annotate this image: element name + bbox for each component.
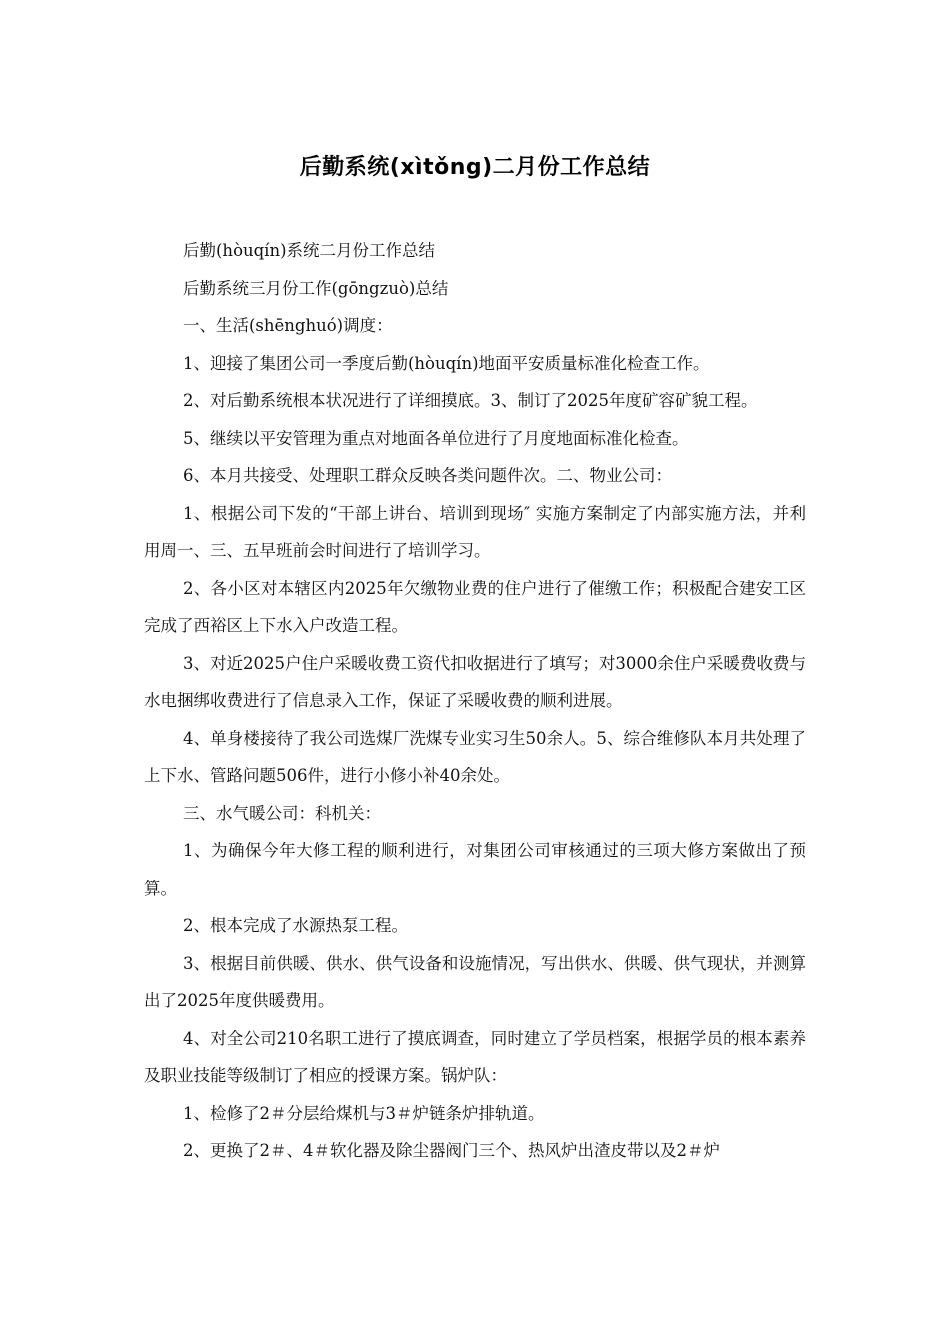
paragraph: 后勤系统三月份工作(gōngzuò)总结 — [183, 278, 449, 298]
paragraph: 3、对近2025户住户采暖收费工资代扣收据进行了填写；对3000余住户采暖费收费与水电捆绑收费进行了信息录入工作，保证了采暖收费的顺利进展。 — [144, 653, 806, 710]
document-body — [144, 232, 806, 1170]
paragraph: 1、迎接了集团公司一季度后勤(hòuqín)地面平安质量标准化检查工作。 — [183, 353, 710, 373]
paragraph: 2、更换了2＃、4＃软化器及除尘器阀门三个、热风炉出渣皮带以及2＃炉 — [183, 1141, 720, 1160]
paragraph: 一、生活(shēnghuó)调度： — [183, 316, 393, 335]
paragraph: 4、对全公司210名职工进行了摸底调查，同时建立了学员档案，根据学员的根本素养及职业技能等级制订了相应的授课方案。锅炉队： — [144, 1028, 806, 1085]
paragraph: 5、继续以平安管理为重点对地面各单位进行了月度地面标准化检查。 — [183, 428, 689, 448]
paragraph: 1、为确保今年大修工程的顺利进行，对集团公司审核通过的三项大修方案做出了预算。 — [144, 841, 806, 898]
paragraph: 后勤(hòuqín)系统二月份工作总结 — [183, 241, 436, 260]
paragraph: 2、各小区对本辖区内2025年欠缴物业费的住户进行了催缴工作；积极配合建安工区完成了西裕区上下水入户改造工程。 — [144, 578, 806, 635]
document-title: 后勤系统(xìtǒng)二月份工作总结 — [299, 155, 651, 180]
paragraph: 4、单身楼接待了我公司选煤厂洗煤专业实习生50余人。5、综合维修队本月共处理了上下水、管路问题506件，进行小修小补40余处。 — [144, 728, 806, 785]
paragraph: 3、根据目前供暖、供水、供气设备和设施情况，写出供水、供暖、供气现状，并测算出了2025年度供暖费用。 — [144, 953, 806, 1010]
paragraph: 1、检修了2＃分层给煤机与3＃炉链条炉排轨道。 — [183, 1103, 545, 1123]
paragraph: 1、根据公司下发的“干部上讲台、培训到现场″ 实施方案制定了内部实施方法，并利用周一、三、五早班前会时间进行了培训学习。 — [144, 503, 806, 560]
paragraph: 2、对后勤系统根本状况进行了详细摸底。3、制订了2025年度矿容矿貌工程。 — [183, 391, 758, 410]
paragraph: 三、水气暖公司：科机关： — [183, 803, 381, 823]
paragraph: 2、根本完成了水源热泵工程。 — [183, 916, 408, 935]
paragraph: 6、本月共接受、处理职工群众反映各类问题件次。二、物业公司： — [183, 466, 672, 485]
